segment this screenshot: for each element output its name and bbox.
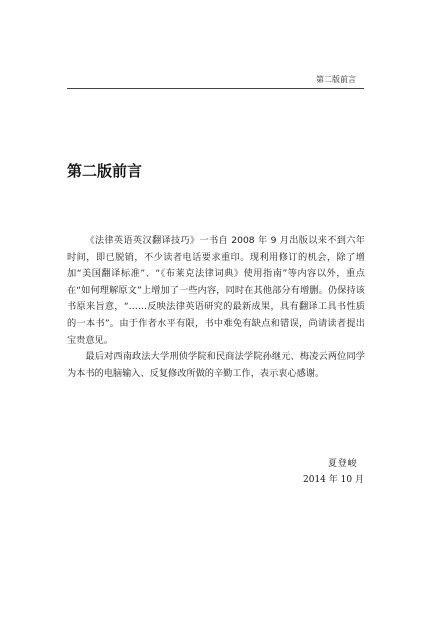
running-header: 第二版前言	[316, 75, 356, 84]
author-signature: 夏登峻	[328, 459, 358, 469]
header-rule	[67, 88, 364, 89]
paragraph-2: 最后对西南政法大学刑侦学院和民商法学院孙继元、梅凌云两位同学为本书的电脑输入、反复修改所做的辛勤工作，表示衷心感谢。	[67, 351, 365, 379]
signature-date: 2014 年 10 月	[303, 475, 364, 485]
paragraph-1: 《法律英语英汉翻译技巧》一书自 2008 年 9 月出版以来不到六年时间，即已脱销，不少读者电话要求重印。现利用修订的机会，除了增加“美国翻译标准”、“《布莱克法律词典》使用指南”等内容以外，重点在“如何理解原文”上增加了一些内容，同时在其他部分有增删。仍保持该书原来旨意，“……反映法律英语研究的最新成果，具有翻译工具书性质的一本书”。由于作者水平有限，书中难免有缺点和错误，尚请读者提出宝贵意见。	[67, 235, 365, 346]
chapter-title: 第二版前言	[67, 162, 143, 180]
preface-body	[67, 233, 365, 382]
